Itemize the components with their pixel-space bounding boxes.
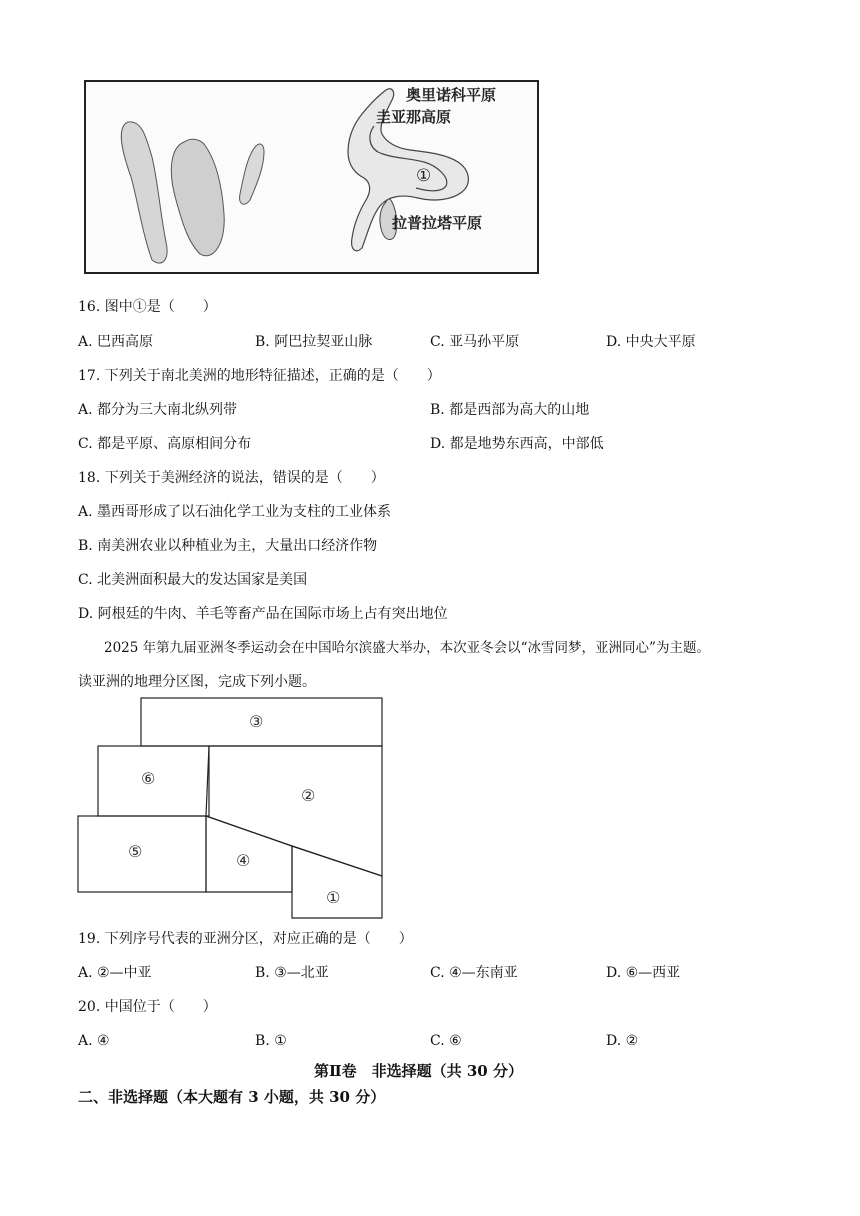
q17-option-c[interactable]: C. 都是平原、高原相间分布 xyxy=(78,436,252,452)
q20-option-b[interactable]: B. ① xyxy=(255,1033,287,1049)
q19-option-d[interactable]: D. ⑥—西亚 xyxy=(606,965,681,981)
landmass-2 xyxy=(171,139,224,256)
q20-option-c[interactable]: C. ⑥ xyxy=(430,1033,462,1049)
landmass-3 xyxy=(240,144,264,204)
q16-option-d[interactable]: D. 中央大平原 xyxy=(606,334,696,350)
section-heading: 二、非选择题（本大题有 3 小题，共 30 分） xyxy=(78,1088,386,1106)
question-18-stem: 18. 下列关于美洲经济的说法，错误的是（ ） xyxy=(78,470,385,486)
q16-option-b[interactable]: B. 阿巴拉契亚山脉 xyxy=(255,334,373,350)
region-2-box xyxy=(206,746,382,876)
intro-line-2: 读亚洲的地理分区图，完成下列小题。 xyxy=(78,674,316,690)
q17-option-d[interactable]: D. 都是地势东西高，中部低 xyxy=(430,436,604,452)
guiana-highlands-label: 圭亚那高原 xyxy=(376,108,452,126)
q19-option-a[interactable]: A. ②—中亚 xyxy=(78,965,152,981)
plata-plain-label: 拉普拉塔平原 xyxy=(392,214,483,232)
q18-option-b[interactable]: B. 南美洲农业以种植业为主，大量出口经济作物 xyxy=(78,538,378,554)
region-4-label: ④ xyxy=(236,851,251,870)
region-3-label: ③ xyxy=(249,712,264,731)
orinoco-plain-label: 奥里诺科平原 xyxy=(406,86,497,104)
q16-option-c[interactable]: C. 亚马孙平原 xyxy=(430,334,520,350)
americas-map-shapes xyxy=(86,82,537,272)
q17-option-b[interactable]: B. 都是西部为高大的山地 xyxy=(430,402,590,418)
question-16-stem: 16. 图中①是（ ） xyxy=(78,299,217,315)
q16-option-a[interactable]: A. 巴西高原 xyxy=(78,334,154,350)
q19-option-b[interactable]: B. ③—北亚 xyxy=(255,965,329,981)
region-6-label: ⑥ xyxy=(141,769,156,788)
marker-1-label: ① xyxy=(416,166,432,186)
question-17-stem: 17. 下列关于南北美洲的地形特征描述，正确的是（ ） xyxy=(78,368,441,384)
q20-option-d[interactable]: D. ② xyxy=(606,1033,639,1049)
q18-option-a[interactable]: A. 墨西哥形成了以石油化学工业为支柱的工业体系 xyxy=(78,504,392,520)
q19-option-c[interactable]: C. ④—东南亚 xyxy=(430,965,518,981)
q20-option-a[interactable]: A. ④ xyxy=(78,1033,110,1049)
region-1-label: ① xyxy=(326,888,341,907)
q18-option-d[interactable]: D. 阿根廷的牛肉、羊毛等畜产品在国际市场上占有突出地位 xyxy=(78,606,448,622)
landmass-1 xyxy=(121,122,167,263)
region-2-label: ② xyxy=(301,786,316,805)
americas-map xyxy=(84,80,539,274)
question-19-stem: 19. 下列序号代表的亚洲分区，对应正确的是（ ） xyxy=(78,931,413,947)
question-20-stem: 20. 中国位于（ ） xyxy=(78,999,217,1015)
region-5-label: ⑤ xyxy=(128,842,143,861)
region-1-box xyxy=(292,846,382,918)
section-title: 第Ⅱ卷 非选择题（共 30 分） xyxy=(314,1062,523,1080)
intro-line-1: 2025 年第九届亚洲冬季运动会在中国哈尔滨盛大举办，本次亚冬会以“冰雪同梦，亚洲同心”为主题。 xyxy=(104,640,710,656)
q18-option-c[interactable]: C. 北美洲面积最大的发达国家是美国 xyxy=(78,572,308,588)
q17-option-a[interactable]: A. 都分为三大南北纵列带 xyxy=(78,402,238,418)
